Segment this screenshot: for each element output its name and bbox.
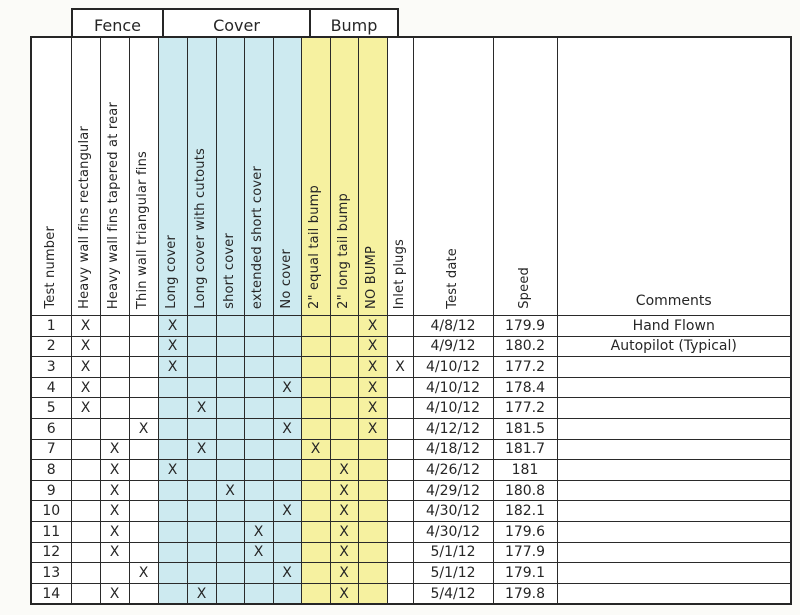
cell-equal-tail-bump — [301, 418, 330, 439]
cell-no-cover: X — [273, 418, 301, 439]
cell-inlet-plugs — [387, 521, 413, 542]
cell-long-cover-cutouts — [187, 316, 216, 337]
cell-thin-wall-tri — [129, 398, 158, 419]
cell-equal-tail-bump — [301, 377, 330, 398]
cell-inlet-plugs — [387, 418, 413, 439]
cell-equal-tail-bump — [301, 542, 330, 563]
cell-no-bump: X — [358, 418, 387, 439]
cell-inlet-plugs — [387, 377, 413, 398]
cell-heavy-wall-taper — [100, 357, 129, 378]
cell-heavy-wall-rect — [71, 480, 100, 501]
cell-inlet-plugs — [387, 583, 413, 604]
cell-comments — [557, 439, 791, 460]
cell-thin-wall-tri — [129, 521, 158, 542]
cell-long-cover — [158, 521, 187, 542]
column-label-thin-wall-tri: Thin wall triangular fins — [135, 150, 151, 309]
cell-no-cover — [273, 480, 301, 501]
cell-test-number: 10 — [31, 501, 71, 522]
cell-long-cover — [158, 439, 187, 460]
cell-no-bump — [358, 460, 387, 481]
table-row-test-11 — [31, 521, 791, 542]
column-header-speed — [493, 37, 557, 316]
cell-thin-wall-tri — [129, 439, 158, 460]
table-row-test-10 — [31, 501, 791, 522]
cell-test-number: 2 — [31, 336, 71, 357]
column-header-equal-tail-bump — [301, 37, 330, 316]
cell-ext-short-cover — [244, 377, 273, 398]
cell-ext-short-cover — [244, 563, 273, 584]
cell-short-cover — [216, 398, 244, 419]
cell-long-cover: X — [158, 336, 187, 357]
cell-no-bump — [358, 480, 387, 501]
column-label-short-cover: short cover — [221, 233, 237, 309]
cell-heavy-wall-taper: X — [100, 521, 129, 542]
cell-equal-tail-bump — [301, 398, 330, 419]
cell-long-cover-cutouts — [187, 357, 216, 378]
column-label-ext-short-cover: extended short cover — [250, 165, 266, 309]
cell-long-tail-bump: X — [330, 521, 358, 542]
cell-no-bump — [358, 501, 387, 522]
cell-comments — [557, 583, 791, 604]
table-row-test-8 — [31, 460, 791, 481]
cell-equal-tail-bump — [301, 521, 330, 542]
cell-test-number: 13 — [31, 563, 71, 584]
cell-thin-wall-tri — [129, 460, 158, 481]
column-label-comments: Comments — [635, 293, 712, 309]
cell-long-cover-cutouts — [187, 377, 216, 398]
table-body — [31, 316, 791, 605]
cell-equal-tail-bump — [301, 316, 330, 337]
cell-equal-tail-bump — [301, 583, 330, 604]
cell-long-tail-bump — [330, 439, 358, 460]
cell-short-cover — [216, 418, 244, 439]
cell-short-cover — [216, 521, 244, 542]
cell-speed: 177.2 — [493, 398, 557, 419]
cell-long-cover-cutouts: X — [187, 583, 216, 604]
cell-thin-wall-tri — [129, 357, 158, 378]
cell-speed: 182.1 — [493, 501, 557, 522]
cell-inlet-plugs — [387, 501, 413, 522]
cell-test-date: 4/12/12 — [413, 418, 493, 439]
cell-long-cover — [158, 418, 187, 439]
cell-test-number: 4 — [31, 377, 71, 398]
cell-speed: 180.8 — [493, 480, 557, 501]
cell-long-cover — [158, 501, 187, 522]
cell-heavy-wall-rect: X — [71, 357, 100, 378]
cell-comments: Hand Flown — [557, 316, 791, 337]
cell-long-tail-bump — [330, 398, 358, 419]
cell-no-cover — [273, 460, 301, 481]
cell-heavy-wall-taper — [100, 316, 129, 337]
cell-heavy-wall-rect — [71, 521, 100, 542]
cell-speed: 181.5 — [493, 418, 557, 439]
column-label-speed: Speed — [516, 267, 532, 309]
cell-heavy-wall-rect: X — [71, 377, 100, 398]
column-header-inlet-plugs — [387, 37, 413, 316]
cell-long-cover: X — [158, 460, 187, 481]
cell-short-cover — [216, 563, 244, 584]
cell-heavy-wall-taper — [100, 418, 129, 439]
cell-speed: 179.9 — [493, 316, 557, 337]
column-label-test-date: Test date — [444, 248, 460, 309]
cell-inlet-plugs: X — [387, 357, 413, 378]
cell-no-bump — [358, 521, 387, 542]
cell-test-date: 4/18/12 — [413, 439, 493, 460]
cell-test-number: 9 — [31, 480, 71, 501]
cell-long-tail-bump: X — [330, 480, 358, 501]
cell-equal-tail-bump — [301, 563, 330, 584]
column-header-heavy-wall-taper — [100, 37, 129, 316]
group-header-row — [71, 8, 399, 36]
cell-inlet-plugs — [387, 336, 413, 357]
cell-long-cover-cutouts — [187, 521, 216, 542]
column-label-long-cover: Long cover — [164, 235, 180, 309]
cell-speed: 177.2 — [493, 357, 557, 378]
cell-heavy-wall-taper: X — [100, 583, 129, 604]
group-header-bump: Bump — [309, 10, 397, 36]
cell-no-cover — [273, 336, 301, 357]
cell-long-tail-bump — [330, 316, 358, 337]
cell-heavy-wall-rect — [71, 501, 100, 522]
cell-no-cover — [273, 439, 301, 460]
cell-long-cover — [158, 480, 187, 501]
table-row-test-9 — [31, 480, 791, 501]
cell-heavy-wall-taper: X — [100, 501, 129, 522]
group-header-fence: Fence — [73, 10, 162, 36]
cell-no-cover — [273, 521, 301, 542]
cell-no-cover — [273, 357, 301, 378]
column-header-long-tail-bump — [330, 37, 358, 316]
cell-long-cover-cutouts: X — [187, 398, 216, 419]
cell-thin-wall-tri — [129, 583, 158, 604]
cell-no-cover — [273, 316, 301, 337]
cell-no-cover: X — [273, 501, 301, 522]
cell-long-cover-cutouts: X — [187, 439, 216, 460]
cell-long-cover — [158, 563, 187, 584]
cell-short-cover — [216, 316, 244, 337]
cell-no-cover — [273, 583, 301, 604]
cell-test-number: 7 — [31, 439, 71, 460]
cell-ext-short-cover — [244, 398, 273, 419]
cell-test-number: 12 — [31, 542, 71, 563]
cell-long-tail-bump: X — [330, 583, 358, 604]
cell-speed: 180.2 — [493, 336, 557, 357]
cell-heavy-wall-rect — [71, 460, 100, 481]
cell-equal-tail-bump — [301, 357, 330, 378]
column-header-test-date — [413, 37, 493, 316]
table-row-test-2 — [31, 336, 791, 357]
cell-equal-tail-bump — [301, 501, 330, 522]
cell-long-tail-bump: X — [330, 460, 358, 481]
cell-test-date: 5/1/12 — [413, 542, 493, 563]
cell-test-date: 4/29/12 — [413, 480, 493, 501]
cell-inlet-plugs — [387, 460, 413, 481]
cell-ext-short-cover: X — [244, 542, 273, 563]
column-header-no-cover — [273, 37, 301, 316]
cell-test-number: 14 — [31, 583, 71, 604]
cell-heavy-wall-rect — [71, 542, 100, 563]
table-row-test-14 — [31, 583, 791, 604]
cell-long-tail-bump — [330, 418, 358, 439]
cell-long-cover-cutouts — [187, 480, 216, 501]
flight-test-matrix-table — [30, 36, 792, 605]
cell-test-date: 5/4/12 — [413, 583, 493, 604]
cell-heavy-wall-rect: X — [71, 398, 100, 419]
cell-comments — [557, 521, 791, 542]
cell-comments — [557, 377, 791, 398]
cell-long-cover: X — [158, 357, 187, 378]
cell-test-number: 8 — [31, 460, 71, 481]
column-label-inlet-plugs: Inlet plugs — [391, 238, 407, 309]
cell-speed: 179.1 — [493, 563, 557, 584]
cell-long-cover — [158, 377, 187, 398]
cell-no-bump: X — [358, 357, 387, 378]
table-header — [31, 37, 791, 316]
column-label-no-bump: NO BUMP — [364, 246, 380, 309]
cell-test-date: 4/10/12 — [413, 357, 493, 378]
cell-test-number: 5 — [31, 398, 71, 419]
cell-short-cover — [216, 460, 244, 481]
cell-thin-wall-tri — [129, 336, 158, 357]
cell-comments — [557, 542, 791, 563]
cell-short-cover — [216, 439, 244, 460]
cell-heavy-wall-rect: X — [71, 336, 100, 357]
cell-no-cover — [273, 542, 301, 563]
column-label-equal-tail-bump: 2" equal tail bump — [307, 184, 323, 309]
cell-ext-short-cover — [244, 583, 273, 604]
cell-long-cover — [158, 542, 187, 563]
cell-heavy-wall-rect — [71, 418, 100, 439]
cell-short-cover: X — [216, 480, 244, 501]
cell-heavy-wall-taper: X — [100, 542, 129, 563]
column-label-test-number: Test number — [43, 226, 59, 309]
cell-comments — [557, 357, 791, 378]
cell-heavy-wall-taper — [100, 398, 129, 419]
cell-no-bump — [358, 583, 387, 604]
cell-no-bump: X — [358, 398, 387, 419]
cell-test-date: 4/10/12 — [413, 398, 493, 419]
cell-heavy-wall-rect: X — [71, 316, 100, 337]
cell-long-tail-bump: X — [330, 542, 358, 563]
cell-long-tail-bump — [330, 336, 358, 357]
cell-thin-wall-tri: X — [129, 418, 158, 439]
column-header-ext-short-cover — [244, 37, 273, 316]
cell-speed: 177.9 — [493, 542, 557, 563]
cell-no-cover — [273, 398, 301, 419]
cell-long-cover-cutouts — [187, 418, 216, 439]
cell-no-bump: X — [358, 377, 387, 398]
column-header-heavy-wall-rect — [71, 37, 100, 316]
cell-ext-short-cover: X — [244, 521, 273, 542]
cell-comments — [557, 398, 791, 419]
cell-short-cover — [216, 542, 244, 563]
cell-equal-tail-bump — [301, 336, 330, 357]
cell-heavy-wall-rect — [71, 563, 100, 584]
cell-test-date: 4/8/12 — [413, 316, 493, 337]
column-label-heavy-wall-taper: Heavy wall fins tapered at rear — [106, 101, 122, 309]
cell-no-cover: X — [273, 563, 301, 584]
cell-short-cover — [216, 336, 244, 357]
cell-heavy-wall-taper: X — [100, 439, 129, 460]
column-header-long-cover — [158, 37, 187, 316]
cell-long-cover-cutouts — [187, 460, 216, 481]
cell-test-number: 1 — [31, 316, 71, 337]
cell-test-number: 3 — [31, 357, 71, 378]
cell-long-cover: X — [158, 316, 187, 337]
cell-no-bump — [358, 563, 387, 584]
cell-test-date: 4/30/12 — [413, 501, 493, 522]
group-header-cover: Cover — [162, 10, 309, 36]
cell-long-cover-cutouts — [187, 563, 216, 584]
cell-comments — [557, 501, 791, 522]
cell-thin-wall-tri — [129, 377, 158, 398]
cell-test-date: 4/26/12 — [413, 460, 493, 481]
cell-heavy-wall-taper — [100, 563, 129, 584]
cell-short-cover — [216, 357, 244, 378]
cell-heavy-wall-taper — [100, 377, 129, 398]
cell-ext-short-cover — [244, 501, 273, 522]
cell-speed: 178.4 — [493, 377, 557, 398]
cell-ext-short-cover — [244, 480, 273, 501]
cell-speed: 181.7 — [493, 439, 557, 460]
cell-no-bump — [358, 439, 387, 460]
cell-test-date: 5/1/12 — [413, 563, 493, 584]
cell-thin-wall-tri — [129, 480, 158, 501]
cell-short-cover — [216, 583, 244, 604]
cell-ext-short-cover — [244, 439, 273, 460]
cell-no-cover: X — [273, 377, 301, 398]
cell-test-number: 11 — [31, 521, 71, 542]
cell-inlet-plugs — [387, 480, 413, 501]
column-header-no-bump — [358, 37, 387, 316]
cell-comments — [557, 563, 791, 584]
cell-long-cover — [158, 583, 187, 604]
table-row-test-5 — [31, 398, 791, 419]
cell-thin-wall-tri: X — [129, 563, 158, 584]
cell-long-cover-cutouts — [187, 336, 216, 357]
table-row-test-1 — [31, 316, 791, 337]
cell-no-bump: X — [358, 336, 387, 357]
cell-thin-wall-tri — [129, 316, 158, 337]
cell-test-date: 4/10/12 — [413, 377, 493, 398]
column-header-long-cover-cutouts — [187, 37, 216, 316]
column-header-test-number — [31, 37, 71, 316]
table-row-test-3 — [31, 357, 791, 378]
cell-short-cover — [216, 377, 244, 398]
cell-ext-short-cover — [244, 357, 273, 378]
column-label-heavy-wall-rect: Heavy wall fins rectangular — [77, 126, 93, 309]
cell-inlet-plugs — [387, 542, 413, 563]
cell-long-tail-bump: X — [330, 501, 358, 522]
cell-ext-short-cover — [244, 336, 273, 357]
table-row-test-12 — [31, 542, 791, 563]
cell-comments: Autopilot (Typical) — [557, 336, 791, 357]
cell-speed: 181 — [493, 460, 557, 481]
cell-long-tail-bump — [330, 357, 358, 378]
column-header-thin-wall-tri — [129, 37, 158, 316]
cell-equal-tail-bump — [301, 480, 330, 501]
cell-thin-wall-tri — [129, 542, 158, 563]
column-header-row — [31, 37, 791, 316]
cell-comments — [557, 480, 791, 501]
cell-ext-short-cover — [244, 316, 273, 337]
table-row-test-13 — [31, 563, 791, 584]
cell-long-cover — [158, 398, 187, 419]
column-label-long-cover-cutouts: Long cover with cutouts — [193, 148, 209, 309]
cell-speed: 179.6 — [493, 521, 557, 542]
cell-no-bump: X — [358, 316, 387, 337]
cell-long-tail-bump: X — [330, 563, 358, 584]
cell-long-tail-bump — [330, 377, 358, 398]
cell-comments — [557, 460, 791, 481]
cell-inlet-plugs — [387, 563, 413, 584]
cell-ext-short-cover — [244, 418, 273, 439]
cell-ext-short-cover — [244, 460, 273, 481]
cell-heavy-wall-taper — [100, 336, 129, 357]
cell-no-bump — [358, 542, 387, 563]
cell-equal-tail-bump: X — [301, 439, 330, 460]
cell-comments — [557, 418, 791, 439]
cell-heavy-wall-rect — [71, 583, 100, 604]
cell-heavy-wall-taper: X — [100, 480, 129, 501]
column-label-no-cover: No cover — [278, 249, 294, 309]
cell-long-cover-cutouts — [187, 501, 216, 522]
cell-equal-tail-bump — [301, 460, 330, 481]
cell-long-cover-cutouts — [187, 542, 216, 563]
column-header-short-cover — [216, 37, 244, 316]
cell-test-date: 4/30/12 — [413, 521, 493, 542]
cell-inlet-plugs — [387, 398, 413, 419]
column-header-comments — [557, 37, 791, 316]
table-row-test-7 — [31, 439, 791, 460]
cell-test-number: 6 — [31, 418, 71, 439]
column-label-long-tail-bump: 2" long tail bump — [335, 193, 351, 309]
cell-inlet-plugs — [387, 439, 413, 460]
cell-speed: 179.8 — [493, 583, 557, 604]
cell-thin-wall-tri — [129, 501, 158, 522]
table-row-test-4 — [31, 377, 791, 398]
cell-heavy-wall-taper: X — [100, 460, 129, 481]
cell-short-cover — [216, 501, 244, 522]
cell-heavy-wall-rect — [71, 439, 100, 460]
cell-inlet-plugs — [387, 316, 413, 337]
table-row-test-6 — [31, 418, 791, 439]
cell-test-date: 4/9/12 — [413, 336, 493, 357]
